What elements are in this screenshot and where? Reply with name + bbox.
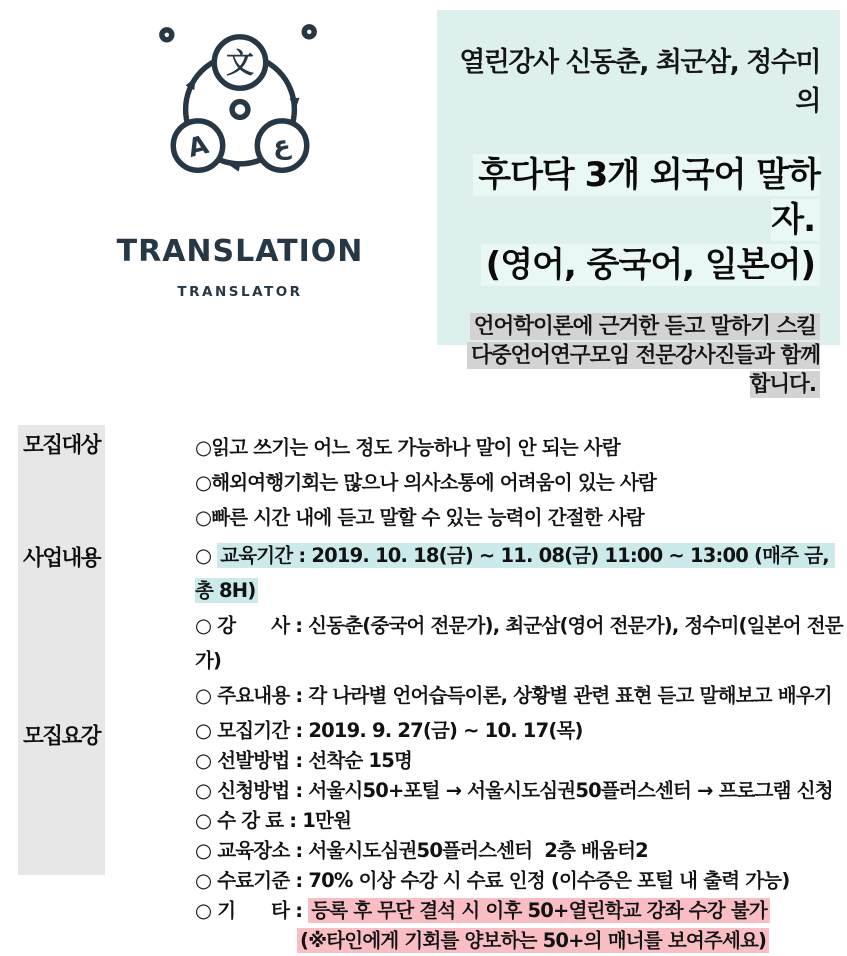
course-banner: [437, 10, 840, 397]
content-line: [195, 866, 847, 896]
line-text: ○ 선발방법 : 선착순 15명: [195, 749, 413, 772]
line-text: ○읽고 쓰기는 어느 정도 가능하나 말이 안 되는 사람: [195, 436, 620, 459]
line-text: ○ 교육장소 : 서울시도심권50플러스센터 2층 배움터2: [195, 839, 648, 862]
line-text: ○: [195, 544, 218, 567]
banner-subtitle-line2: [449, 341, 820, 399]
banner-title-line1-text: 후다닥 3개 외국어 말하자.: [473, 154, 820, 241]
banner-title: [449, 153, 820, 288]
content-line: [195, 430, 847, 465]
content-line: [195, 538, 847, 608]
line-text: ○해외여행기회는 많으나 의사소통에 어려움이 있는 사람: [195, 471, 657, 494]
section-label: 모집대상: [22, 433, 101, 458]
content-line: [195, 776, 847, 806]
banner-intro: 열린강사 신동춘, 최군삼, 정수미의: [459, 47, 820, 117]
section-label: 모집요강: [22, 724, 101, 749]
center-dot: [232, 102, 248, 118]
banner-title-line2: [449, 243, 820, 288]
highlighted-text: 교육기간 : 2019. 10. 18(금) ~ 11. 08(금) 11:00 ~ 13:00 (매주 금, 총 8H): [195, 544, 835, 602]
section-program-content: [0, 538, 847, 713]
glyph-arabic: ع: [273, 130, 291, 161]
arrowhead-right: [290, 98, 301, 111]
line-text: ○ 수 강 료 : 1만원: [195, 809, 352, 832]
banner-subtitle-line2-text: 다중언어연구모임 전문강사진들과 함께합니다.: [467, 342, 820, 398]
banner-subtitle: [449, 312, 820, 399]
glyph-latin: A: [185, 129, 212, 164]
line-text: ○ 기 타 :: [195, 899, 309, 922]
section-recruitment-target: [0, 425, 847, 535]
line-text: ○ 모집기간 : 2019. 9. 27(금) ~ 10. 17(목): [195, 719, 583, 742]
content-line: [195, 806, 847, 836]
line-text: ○ 신청방법 : 서울시50+포털 → 서울시도심권50플러스센터 → 프로그램 신청: [195, 779, 833, 802]
content-line: [195, 716, 847, 746]
content-line: [195, 896, 847, 926]
top-right-dot: [304, 27, 314, 37]
highlighted-text: 등록 후 무단 결석 시 이후 50+열린학교 강좌 수강 불가: [308, 898, 770, 923]
banner-subtitle-line1-text: 언어학이론에 근거한 듣고 말하기 스킬: [470, 313, 820, 340]
top-left-dot: [162, 30, 172, 40]
banner-title-line2-text: (영어, 중국어, 일본어): [481, 244, 820, 286]
info-table: [0, 425, 847, 956]
translation-cycle-icon: [146, 18, 334, 196]
logo-block: [95, 18, 385, 300]
content-line: [195, 678, 847, 713]
banner-subtitle-line1: [449, 312, 820, 341]
line-text: ○ 주요내용 : 각 나라별 언어습득이론, 상황별 관련 표현 듣고 말해보고 배우기: [195, 684, 832, 707]
highlighted-text: (※타인에게 기회를 양보하는 50+의 매너를 보여주세요): [297, 928, 769, 953]
content-line: [195, 465, 847, 500]
content-line: [195, 608, 847, 678]
logo-subtitle: TRANSLATOR: [177, 284, 303, 300]
section-recruitment-guidelines: [0, 716, 847, 956]
logo-title: TRANSLATION: [116, 234, 364, 269]
content-line: [195, 500, 847, 535]
line-text: ○ 수료기준 : 70% 이상 수강 시 수료 인정 (이수증은 포털 내 출력 가능): [195, 869, 790, 892]
content-line: [195, 746, 847, 776]
content-line: [195, 926, 847, 956]
banner-title-line1: [449, 153, 820, 243]
section-label: 사업내용: [22, 546, 101, 571]
line-text: ○빠른 시간 내에 듣고 말할 수 있는 능력이 간절한 사람: [195, 506, 644, 529]
content-line: [195, 836, 847, 866]
line-text: ○ 강 사 : 신동춘(중국어 전문가), 최군삼(영어 전문가), 정수미(일본어 전문가): [195, 614, 843, 672]
glyph-chinese: 文: [226, 46, 254, 80]
